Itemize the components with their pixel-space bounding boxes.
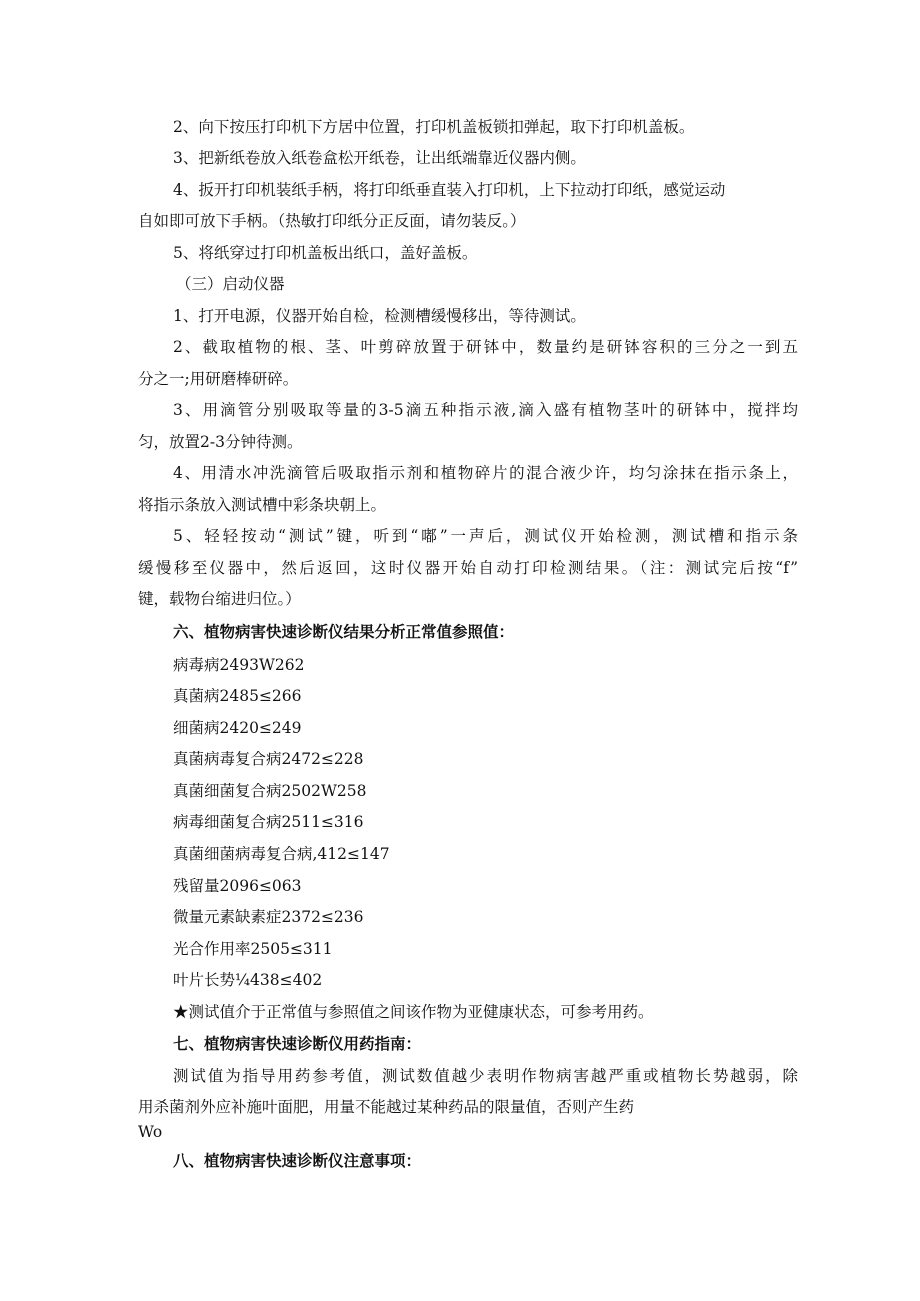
section-8-heading: 八、植物病害快速诊断仪注意事项： [173, 1152, 422, 1170]
printer-step-2: 2、向下按压打印机下方居中位置，打印机盖板锁扣弹起，取下打印机盖板。 [173, 118, 695, 136]
start-step-4-line1: 4、用清水冲洗滴管后吸取指示剂和植物碎片的混合液少许，均匀涂抹在指示条上， [173, 464, 798, 482]
start-device-heading: （三）启动仪器 [176, 275, 285, 293]
section-7-heading: 七、植物病害快速诊断仪用药指南： [173, 1035, 422, 1053]
reference-value-item: 真菌细菌病毒复合病,412≤147 [173, 845, 390, 863]
printer-step-4-line1: 4、扳开打印机装纸手柄，将打印纸垂直装入打印机，上下拉动打印纸，感觉运动 [173, 181, 726, 199]
section-7-body-line1: 测试值为指导用药参考值，测试数值越少表明作物病害越严重或植物长势越弱，除 [173, 1067, 798, 1085]
start-step-3-line2: 匀，放置2-3分钟待测。 [138, 433, 303, 451]
start-step-1: 1、打开电源，仪器开始自检，检测槽缓慢移出，等待测试。 [173, 307, 586, 325]
start-step-3-line1: 3、用滴管分别吸取等量的3-5滴五种指示液,滴入盛有植物茎叶的研钵中，搅拌均 [173, 401, 798, 419]
start-step-5-line1: 5、轻轻按动“测试”键，听到“嘟”一声后，测试仪开始检测，测试槽和指示条 [173, 527, 798, 545]
section-6-heading: 六、植物病害快速诊断仪结果分析正常值参照值： [173, 623, 515, 641]
reference-value-item: 病毒细菌复合病2511≤316 [173, 813, 364, 831]
reference-value-item: 光合作用率2505≤311 [173, 940, 333, 958]
printer-step-4-line2: 自如即可放下手柄。（热敏打印纸分正反面，请勿装反。） [138, 212, 526, 230]
start-step-5-line2: 缓慢移至仪器中，然后返回，这时仪器开始自动打印检测结果。（注：测试完后按“f” [138, 559, 798, 577]
reference-value-item: 真菌细菌复合病2502W258 [173, 782, 367, 800]
reference-value-item: 叶片长势¼438≤402 [173, 971, 323, 989]
reference-value-item: 真菌病毒复合病2472≤228 [173, 750, 364, 768]
start-step-5-line3: 键，载物台缩进归位。） [138, 590, 301, 608]
reference-value-item: 细菌病2420≤249 [173, 719, 302, 737]
reference-value-item: 微量元素缺素症2372≤236 [173, 908, 364, 926]
reference-value-item: 真菌病2485≤266 [173, 687, 302, 705]
section-7-body-line3: Wo [138, 1123, 163, 1141]
start-step-4-line2: 将指示条放入测试槽中彩条块朝上。 [138, 496, 387, 514]
sub-health-note: ★测试值介于正常值与参照值之间该作物为亚健康状态，可参考用药。 [173, 1003, 654, 1021]
start-step-2-line2: 分之一;用研磨棒研碎。 [138, 370, 299, 388]
printer-step-5: 5、将纸穿过打印机盖板出纸口，盖好盖板。 [173, 244, 478, 262]
section-7-body-line2: 用杀菌剂外应补施叶面肥，用量不能越过某种药品的限量值，否则产生药 [138, 1098, 635, 1116]
start-step-2-line1: 2、截取植物的根、茎、叶剪碎放置于研钵中，数量约是研钵容积的三分之一到五 [173, 338, 798, 356]
printer-step-3: 3、把新纸卷放入纸卷盒松开纸卷，让出纸端靠近仪器内侧。 [173, 149, 586, 167]
reference-value-item: 残留量2096≤063 [173, 877, 302, 895]
reference-value-item: 病毒病2493W262 [173, 656, 305, 674]
